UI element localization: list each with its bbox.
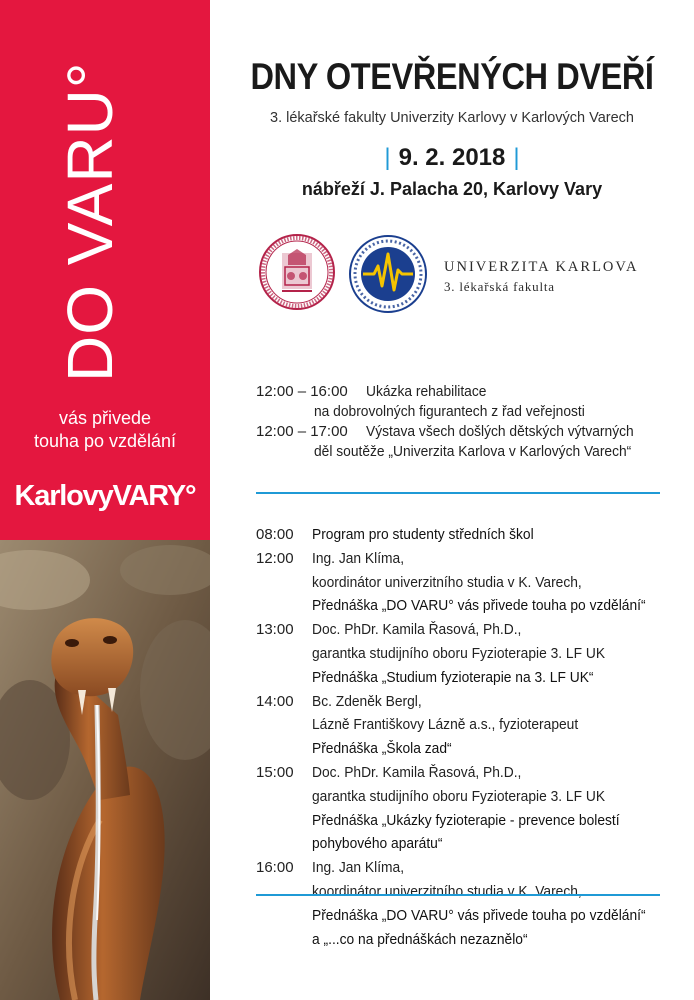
schedule-text: Přednáška „Škola zad“	[312, 740, 452, 758]
schedule-time: 15:00	[256, 763, 294, 781]
divider-left: |	[384, 144, 391, 171]
faculty-name: 3. lékařská fakulta	[444, 279, 555, 294]
schedule-text: pohybového aparátu“	[312, 835, 443, 853]
sidebar-banner: DO VARU° vás přivede touha po vzdělání KarlovyVARY°	[0, 0, 210, 540]
schedule-text: Přednáška „DO VARU° vás přivede touha po vzdělání“	[312, 597, 646, 615]
slogan-line-1: vás přivede	[58, 408, 152, 428]
schedule-text: Přednáška „DO VARU° vás přivede touha po vzdělání“	[312, 906, 646, 924]
event-time: 12:00 – 17:00	[256, 423, 348, 440]
third-faculty-logo-icon	[346, 234, 430, 319]
subtitle: 3. lékařské fakulty Univerzity Karlovy v Karlových Varech	[270, 110, 634, 126]
schedule-time: 12:00	[256, 549, 294, 567]
page-title: DNY OTEVŘENÝCH DVEŘÍ	[250, 56, 654, 97]
divider-bottom	[256, 894, 660, 896]
event-text: na dobrovolných figurantech z řad veřejnosti	[314, 403, 585, 420]
event-date	[210, 144, 694, 172]
event-text: Ukázka rehabilitace	[366, 383, 487, 400]
date-text: 9. 2. 2018	[398, 144, 506, 171]
snake-fountain-illustration	[0, 540, 210, 1000]
schedule-text: Ing. Jan Klíma,	[312, 859, 405, 877]
schedule-time: 13:00	[256, 621, 294, 639]
slogan-line-2: touha po vzdělání	[33, 431, 177, 451]
event-time: 12:00 – 16:00	[256, 383, 348, 400]
schedule-text: Lázně Františkovy Lázně a.s., fyzioterapeut	[312, 716, 579, 734]
event-address: nábřeží J. Palacha 20, Karlovy Vary	[301, 179, 603, 199]
event-text: Výstava všech došlých dětských výtvarných	[366, 423, 634, 440]
schedule-time: 08:00	[256, 526, 294, 543]
schedule-text: Program pro studenty středních škol	[312, 526, 534, 543]
schedule-text: koordinátor univerzitního studia v K. Varech,	[312, 882, 582, 900]
schedule-time: 14:00	[256, 692, 294, 710]
karlovy-vary-logo: KarlovyVARY°	[14, 480, 196, 512]
schedule-text: koordinátor univerzitního studia v K. Varech,	[312, 573, 582, 591]
divider-top	[256, 492, 660, 494]
schedule-text: Bc. Zdeněk Bergl,	[312, 692, 422, 710]
snake-fountain-photo	[0, 540, 210, 1000]
schedule-text: garantka studijního oboru Fyzioterapie 3. LF UK	[312, 787, 606, 805]
schedule-text: Doc. PhDr. Kamila Řasová, Ph.D.,	[312, 621, 522, 639]
schedule-text: garantka studijního oboru Fyzioterapie 3. LF UK	[312, 644, 606, 662]
schedule-text: Ing. Jan Klíma,	[312, 549, 405, 567]
schedule-text: a „...co na přednáškách nezaznělo“	[312, 930, 528, 948]
schedule-text: Přednáška „Studium fyzioterapie na 3. LF UK“	[312, 668, 594, 686]
charles-university-seal-icon	[258, 233, 336, 316]
schedule-text: Doc. PhDr. Kamila Řasová, Ph.D.,	[312, 763, 522, 781]
schedule-time: 16:00	[256, 859, 294, 877]
schedule-text: Přednáška „Ukázky fyzioterapie - prevence bolestí	[312, 811, 620, 829]
divider-right: |	[513, 144, 520, 171]
event-text: děl soutěže „Univerzita Karlova v Karlových Varech“	[314, 443, 632, 460]
university-name: UNIVERZITA KARLOVA	[444, 259, 639, 275]
slogan	[0, 407, 210, 453]
